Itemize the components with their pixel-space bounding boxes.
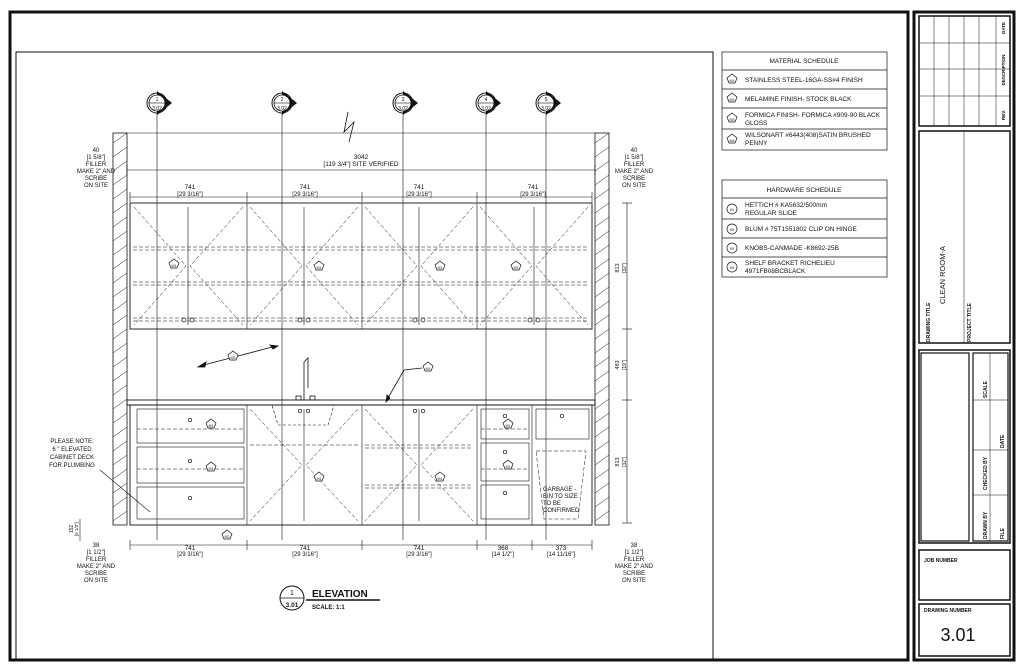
svg-text:SCRIBE: SCRIBE — [84, 571, 108, 577]
svg-text:FOR PLUMBING: FOR PLUMBING — [49, 463, 95, 469]
view-scale: SCALE: 1:1 — [312, 605, 345, 611]
lower-tag-6: M1 — [505, 465, 511, 469]
base-height-in: [6 1/2"] — [74, 521, 79, 537]
filler-note-bottom-right — [615, 543, 654, 584]
section-marker-1 — [147, 91, 172, 540]
lower-dim-5-in: [14 11/16"] — [546, 552, 576, 558]
marker-2-num: 2 — [280, 97, 284, 103]
left-wall — [113, 133, 127, 525]
svg-text:TO BE: TO BE — [543, 501, 561, 507]
section-marker-2 — [272, 91, 297, 540]
marker-5-sheet: 3.02 — [541, 106, 551, 112]
svg-text:FILLER: FILLER — [623, 557, 645, 563]
lower-dim-2-mm: 741 — [299, 545, 311, 552]
overall-dim-mm: 3042 — [353, 154, 369, 161]
svg-text:MAKE 2" AND: MAKE 2" AND — [614, 169, 654, 175]
hardware-tag-h1: H1 — [729, 208, 735, 212]
material-item-1: STAINLESS STEEL-16GA-SS#4 FINISH — [745, 77, 863, 84]
svg-text:ON SITE: ON SITE — [83, 578, 109, 584]
garbage-note — [543, 487, 580, 514]
base-tag: M2 — [224, 535, 230, 539]
material-item-3-line-1: FORMICA FINISH- FORMICA #909-90 BLACK — [745, 112, 881, 119]
svg-text:6 " ELEVATED: 6 " ELEVATED — [52, 447, 92, 453]
lower-dim-4-in: [14 1/2"] — [491, 552, 515, 558]
upper-tag-4: M1 — [513, 266, 519, 270]
svg-text:SCRIBE: SCRIBE — [622, 176, 646, 182]
svg-text:SCRIBE: SCRIBE — [84, 176, 108, 182]
hardware-item-4-line-1: SHELF BRACKET RICHELIEU — [745, 260, 835, 267]
material-item-2: MELAMINE FINISH- STOCK BLACK — [745, 96, 852, 103]
svg-text:MAKE 2" AND: MAKE 2" AND — [614, 564, 654, 570]
marker-4-num: 4 — [484, 97, 488, 103]
section-marker-5 — [536, 91, 561, 540]
tb-date2-label: DATE — [1000, 434, 1006, 448]
tb-scale-label: SCALE — [983, 381, 989, 398]
svg-text:FILLER: FILLER — [85, 557, 107, 563]
svg-text:CONFIRMED: CONFIRMED — [543, 508, 580, 514]
tb-date-label: DATE — [1001, 22, 1006, 34]
lower-height-in: [32"] — [622, 456, 628, 468]
hardware-item-2: BLUM # 75T1551802 CLIP ON HINGE — [745, 226, 857, 233]
hardware-item-1-line-2: REGULAR SLIDE — [745, 210, 798, 217]
upper-material-tags — [169, 259, 521, 270]
sheet-border — [10, 12, 908, 660]
section-marker-3 — [393, 91, 418, 540]
marker-4-sheet: 3.02 — [481, 106, 491, 112]
material-item-4-line-1: WILSONART #6443(408)SATIN BRUSHED — [745, 132, 871, 139]
upper-dim-3-in: [29 3/16"] — [406, 192, 432, 198]
svg-text:BIN TO SIZE: BIN TO SIZE — [543, 494, 578, 500]
countertop-tag-label: M1 — [425, 367, 431, 371]
backsplash-tag-label: M3 — [230, 356, 236, 360]
tb-drawing-number: 3.01 — [940, 625, 976, 645]
filler-note-bottom-left — [77, 543, 116, 584]
filler-note-top-left — [77, 148, 116, 189]
hardware-item-4-line-2: 4971FB08BCBLACK — [745, 268, 806, 275]
svg-text:CABINET DECK: CABINET DECK — [49, 455, 95, 461]
marker-1-num: 1 — [155, 97, 159, 103]
tb-project-title-label: PROJECT TITLE — [967, 303, 973, 342]
material-tag-m2: M2 — [729, 98, 735, 102]
tb-drawing-title-label: DRAWING TITLE — [926, 302, 932, 342]
upper-dim-2-in: [29 3/16"] — [292, 192, 318, 198]
upper-dim-2-mm: 741 — [299, 184, 311, 191]
gap-height-in: [19"] — [622, 359, 628, 371]
right-wall — [595, 133, 609, 525]
lower-tag-5: M1 — [505, 424, 511, 428]
lower-material-tags — [206, 419, 513, 539]
lower-dim-4-mm: 368 — [497, 545, 509, 552]
svg-text:[1 1/2"]: [1 1/2"] — [624, 550, 644, 556]
lower-dim-line — [130, 540, 592, 550]
upper-height-mm: 813 — [615, 263, 621, 273]
material-tag-m3: M3 — [729, 118, 735, 122]
tb-job-number-label: JOB NUMBER — [924, 558, 958, 564]
view-title: ELEVATION — [312, 589, 368, 600]
svg-text:FILLER: FILLER — [623, 162, 645, 168]
lower-dim-1-in: [29 3/16"] — [177, 552, 203, 558]
svg-text:[1 5/8"]: [1 5/8"] — [624, 155, 644, 161]
svg-text:ON SITE: ON SITE — [621, 578, 647, 584]
upper-dim-3-mm: 741 — [413, 184, 425, 191]
upper-dim-1-in: [29 3/16"] — [177, 192, 203, 198]
svg-text:38: 38 — [630, 543, 638, 549]
lower-dim-3-in: [29 3/16"] — [406, 552, 432, 558]
material-item-3-line-2: GLOSS — [745, 120, 768, 127]
svg-text:FILLER: FILLER — [85, 162, 107, 168]
svg-text:ON SITE: ON SITE — [83, 183, 109, 189]
upper-dim-4-mm: 741 — [527, 184, 539, 191]
gap-height-mm: 483 — [615, 360, 621, 370]
tb-description-label: DESCRIPTION — [1001, 54, 1006, 86]
tb-file-label: FILE — [1000, 528, 1006, 539]
svg-text:MAKE 2" AND: MAKE 2" AND — [76, 169, 116, 175]
hardware-item-1-line-1: HETTICH # KA5632/500mm — [745, 202, 828, 209]
tb-project-title: CLEAN ROOM-A — [938, 246, 947, 304]
svg-text:40: 40 — [630, 148, 638, 154]
svg-text:ON SITE: ON SITE — [621, 183, 647, 189]
svg-text:[1 5/8"]: [1 5/8"] — [86, 155, 106, 161]
marker-5-num: 5 — [544, 97, 548, 103]
hardware-tag-h4: H4 — [729, 266, 735, 270]
base-height-mm: 152 — [69, 524, 75, 534]
hardware-tag-h2: H2 — [729, 228, 735, 232]
view-number: 1 — [290, 590, 294, 597]
svg-text:MAKE 2" AND: MAKE 2" AND — [76, 564, 116, 570]
upper-tag-2: M1 — [316, 266, 322, 270]
lower-tag-4: M1 — [437, 477, 443, 481]
backsplash-leader — [198, 345, 278, 367]
lower-cabinets — [130, 405, 592, 525]
countertop — [127, 400, 595, 405]
svg-text:40: 40 — [92, 148, 100, 154]
svg-text:38: 38 — [92, 543, 100, 549]
sink-faucet — [296, 358, 315, 400]
marker-2-sheet: 3.02 — [277, 106, 287, 112]
plumbing-note — [49, 439, 95, 469]
upper-cabinets — [130, 203, 592, 329]
upper-height-in: [32"] — [622, 262, 628, 274]
marker-3-num: 3 — [401, 97, 405, 103]
material-tag-m4: M4 — [729, 139, 735, 143]
svg-text:GARBAGE -: GARBAGE - — [543, 487, 577, 493]
sink-basin — [272, 405, 334, 425]
lower-dim-1-mm: 741 — [184, 545, 196, 552]
material-schedule-title: MATERIAL SCHEDULE — [769, 58, 839, 65]
tb-drawing-number-label: DRAWING NUMBER — [924, 608, 972, 614]
lower-dim-2-in: [29 3/16"] — [292, 552, 318, 558]
lower-dim-3-mm: 741 — [413, 545, 425, 552]
hardware-schedule-title: HARDWARE SCHEDULE — [766, 187, 842, 194]
hardware-tag-h3: H3 — [729, 247, 735, 251]
upper-tag-3: M1 — [437, 266, 443, 270]
svg-text:SCRIBE: SCRIBE — [622, 571, 646, 577]
view-sheet-ref: 3.01 — [285, 602, 299, 609]
upper-dim-4-in: [29 3/16"] — [520, 192, 546, 198]
tb-rev-label: REV. — [1001, 109, 1006, 120]
lower-height-mm: 813 — [615, 457, 621, 467]
material-item-4-line-2: PENNY — [745, 140, 768, 147]
marker-3-sheet: 3.02 — [398, 106, 408, 112]
lower-dim-5-mm: 373 — [555, 545, 567, 552]
material-tags — [727, 74, 737, 143]
tb-checked-by-label: CHECKED BY — [983, 456, 989, 490]
lower-tag-2: M1 — [208, 467, 214, 471]
lower-tag-3: M1 — [316, 477, 322, 481]
upper-dim-1-mm: 741 — [184, 184, 196, 191]
marker-1-sheet: 3.02 — [152, 106, 162, 112]
svg-text:[1 1/2"]: [1 1/2"] — [86, 550, 106, 556]
lower-tag-1: M1 — [208, 424, 214, 428]
countertop-leader — [386, 368, 422, 402]
overall-dim-in: [119 3/4"] SITE VERIFIED — [323, 161, 399, 168]
tb-drawn-by-label: DRAWN BY — [983, 511, 989, 539]
svg-text:PLEASE NOTE:: PLEASE NOTE: — [50, 439, 94, 445]
hardware-item-3: KNOBS-CANMADE -K8692-25B — [745, 245, 839, 252]
material-tag-m1: M1 — [729, 79, 735, 83]
filler-note-top-right — [615, 148, 654, 189]
upper-tag-1: M1 — [171, 264, 177, 268]
